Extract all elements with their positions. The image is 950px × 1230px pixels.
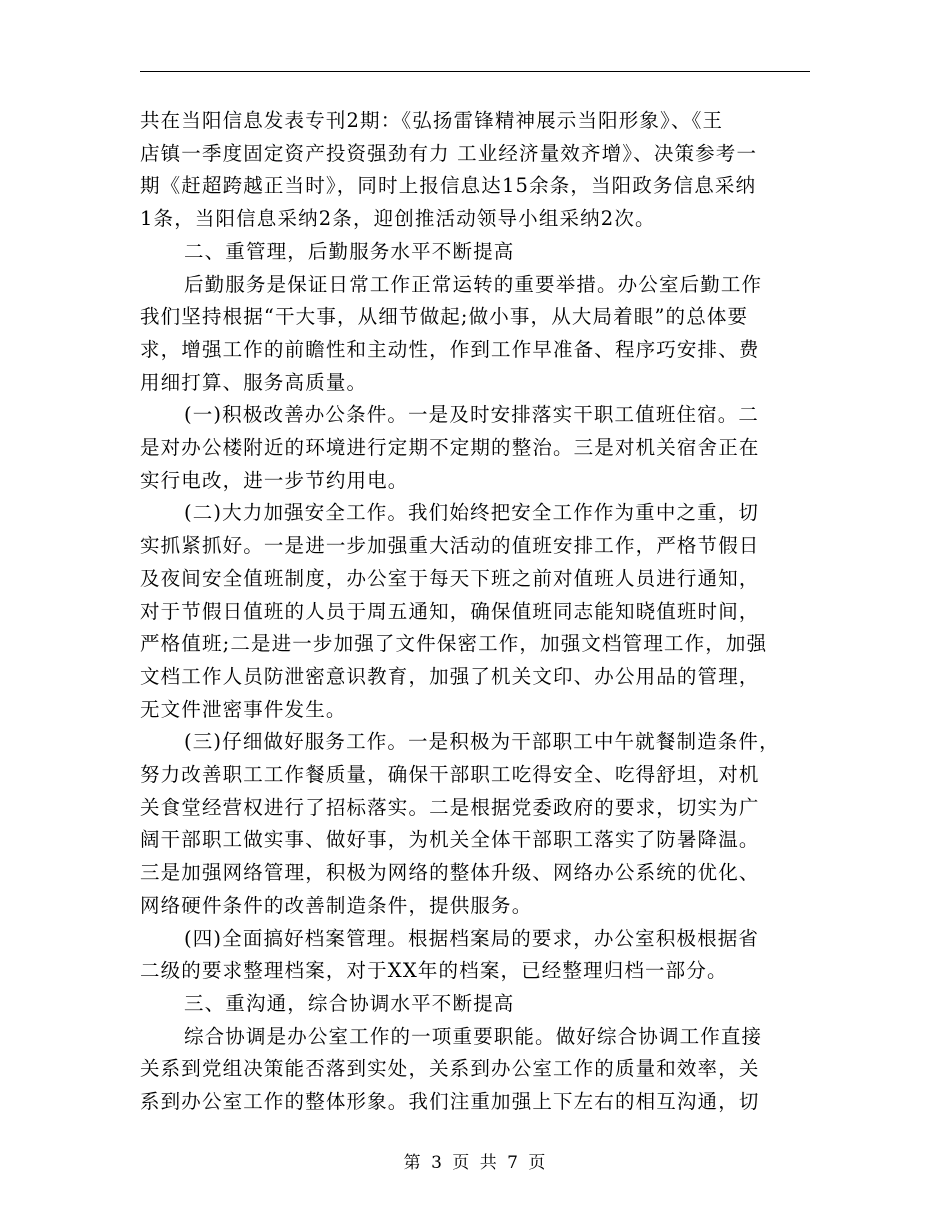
text-line: 期《赶超跨越正当时》，同时上报信息达15余条，当阳政务信息采纳 [140,174,757,198]
paragraph [140,1021,812,1119]
text-line: 关系到党组决策能否落到实处，关系到办公室工作的质量和效率，关 [140,1057,760,1081]
text-line: 系到办公室工作的整体形象。我们注重加强上下左右的相互沟通，切 [140,1090,760,1114]
paragraph [140,988,812,1021]
text-line: (二)大力加强安全工作。我们始终把安全工作作为重中之重，切 [184,501,760,525]
header-rule [140,71,810,72]
text-line: 实行电改，进一步节约用电。 [140,468,409,492]
text-line: (三)仔细做好服务工作。一是积极为干部职工中午就餐制造条件， [184,730,780,754]
text-line: 用细打算、服务高质量。 [140,370,368,394]
text-line: 及夜间安全值班制度，办公室于每天下班之前对值班人员进行通知， [140,566,760,590]
paragraph [140,399,812,497]
text-line: 是对办公楼附近的环境进行定期不定期的整治。三是对机关宿舍正在 [140,436,760,460]
text-line: 我们坚持根据“干大事，从细节做起;做小事，从大局着眼”的总体要 [140,305,749,329]
text-line: 三是加强网络管理，积极为网络的整体升级、网络办公系统的优化、 [140,861,760,885]
text-line: 二级的要求整理档案，对于XX年的档案，已经整理归档一部分。 [140,959,728,983]
text-line: 网络硬件条件的改善制造条件，提供服务。 [140,893,533,917]
text-line: (四)全面搞好档案管理。根据档案局的要求，办公室积极根据省 [184,926,760,950]
text-line: 二、重管理，后勤服务水平不断提高 [184,239,515,263]
text-line: 关食堂经营权进行了招标落实。二是根据党委政府的要求，切实为广 [140,795,760,819]
text-line: 努力改善职工工作餐质量，确保干部职工吃得安全、吃得舒坦，对机 [140,763,760,787]
paragraph [140,497,812,726]
text-line: 三、重沟通，综合协调水平不断提高 [184,991,515,1015]
paragraph [140,269,812,400]
text-line: 综合协调是办公室工作的一项重要职能。做好综合协调工作直接 [184,1024,763,1048]
paragraph [140,236,812,269]
text-line: 1条，当阳信息采纳2条，迎创推活动领导小组采纳2次。 [140,207,656,231]
text-line: 共在当阳信息发表专刊2期：《弘扬雷锋精神展示当阳形象》、《王 [140,109,724,132]
paragraph [140,726,812,922]
text-line: 严格值班;二是进一步加强了文件保密工作，加强文档管理工作，加强 [140,632,768,656]
text-line: 店镇一季度固定资产投资强劲有力 工业经济量效齐增》、决策参考一 [140,141,758,165]
page-footer: 第 3 页 共 7 页 [403,1153,547,1173]
text-line: 实抓紧抓好。一是进一步加强重大活动的值班安排工作，严格节假日 [140,534,760,558]
text-line: 文档工作人员防泄密意识教育，加强了机关文印、办公用品的管理， [140,664,760,688]
text-line: 求，增强工作的前瞻性和主动性，作到工作早准备、程序巧安排、费 [140,337,760,361]
text-line: 后勤服务是保证日常工作正常运转的重要举措。办公室后勤工作 [184,272,763,296]
document-body [140,105,812,1119]
text-line: 阔干部职工做实事、做好事，为机关全体干部职工落实了防暑降温。 [140,828,760,852]
paragraph [140,923,812,988]
text-line: 无文件泄密事件发生。 [140,697,347,721]
text-line: 对于节假日值班的人员于周五通知，确保值班同志能知晓值班时间， [140,599,760,623]
text-line: (一)积极改善办公条件。一是及时安排落实干职工值班住宿。二 [184,403,760,427]
paragraph [140,105,812,236]
